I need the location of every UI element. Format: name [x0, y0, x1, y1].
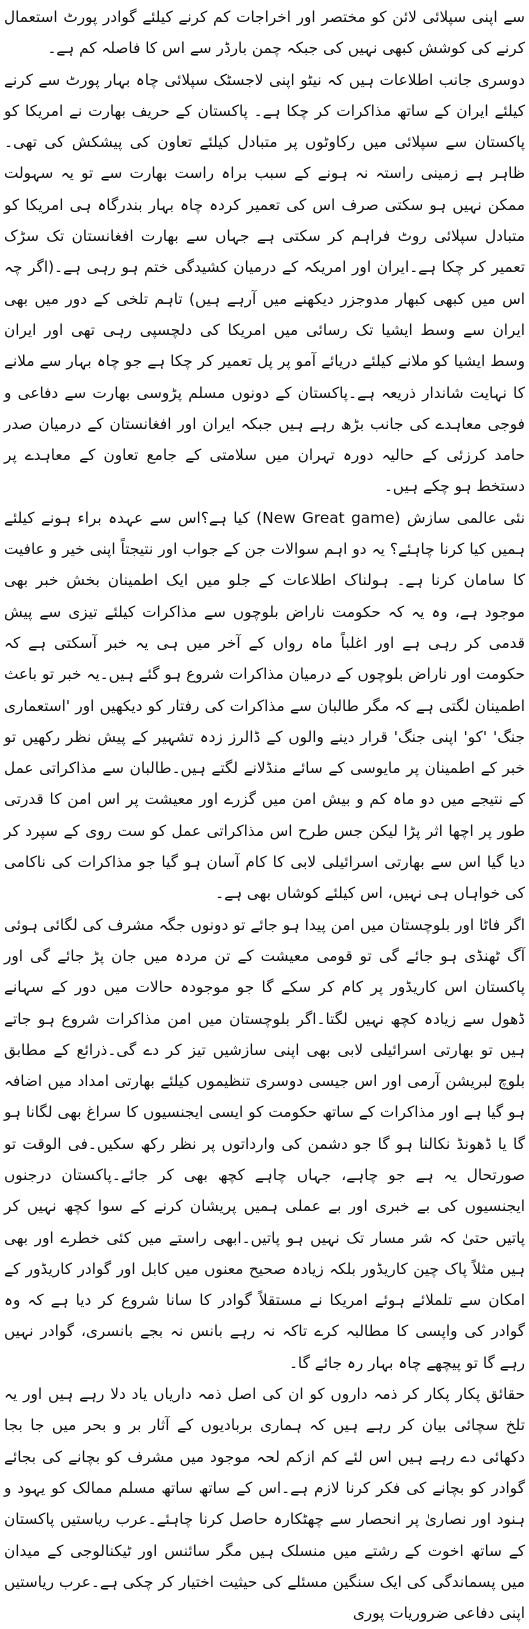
paragraph-1: سے اپنی سپلائی لائن کو مختصر اور اخراجات کم کرنے کیلئے گوادر پورٹ استعمال کرنے کی کوشش کبھی نہیں کی جبکہ چمن بارڈر سے اس کا فاصلہ کم ہے۔ [4, 8, 525, 58]
paragraph-4: اگر فاٹا اور بلوچستان میں امن پیدا ہو جائے تو دونوں جگہ مشرف کی لگائی ہوئی آگ ٹھنڈی ہو جائے گی تو قومی معیشت کے تن مردہ میں جان پڑ جائے گی اور پاکستان اس کاریڈور پر کام کر سکے گا جو موجودہ حالات میں دور کے سہانے ڈھول سے زیادہ کچھ نہیں لگتا۔اگر بلوچستان میں امن مذاکرات شروع ہو جاتے ہیں تو بھارتی اسرائیلی لابی بھی اپنی سازشیں تیز کر دے گی۔ذرائع کے مطابق بلوچ لبریشن آرمی اور اس جیسی دوسری تنظیموں کیلئے بھارتی امداد میں اضافہ ہو گیا ہے اور مذاکرات کے ساتھ حکومت کو ایسی ایجنسیوں کا سراغ بھی لگانا ہو گا یا ڈھونڈ نکالنا ہو گا جو دشمن کی وارداتوں پر نظر رکھ سکیں۔فی الوقت تو صورتحال یہ ہے جو چاہے، جہاں چاہے کچھ بھی کر جائے۔پاکستان درجنوں ایجنسیوں کی بے خبری اور بے عملی ہمیں پریشان کرنے کے سوا کچھ نہیں کر پاتیں حتیٰ کہ شر مسار تک نہیں ہو پاتیں۔ابھی راستے میں کئی خطرے اور بھی ہیں مثلاً پاک چین کاریڈور بلکہ زیادہ صحیح معنوں میں کابل اور گوادر کاریڈور کے امکان سے تلملائے ہوئے امریکا نے مستقلاً گوادر کا سانا شروع کر دیا ہے کہ وہ گوادر کی واپسی کا مطالبہ کرے تاکہ نہ رہے بانس نہ بجے بانسری، گوادر نہیں رہے گا تو پیچھے چاہ بہار رہ جائے گا۔ [4, 915, 525, 1372]
paragraph-5: حقائق پکار پکار کر ذمہ داروں کو ان کی اصل ذمہ داریاں یاد دلا رہے ہیں اور یہ تلخ سچائی بیان کر رہے ہیں کہ ہماری بربادیوں کے آثار بر و بحر میں جا بجا دکھائی دے رہے ہیں اس لئے کم ازکم لحہ موجود میں مشرف کو بچانے کی بجائے گوادر کو بچانے کی فکر کرنا لازم ہے۔اس کے ساتھ ساتھ مسلم ممالک کو یہود و ہنود اور نصاریٰ پر انحصار سے چھٹکارہ حاصل کرنا چاہئے۔عرب ریاستیں پاکستان کے ساتھ اخوت کے رشتے میں منسلک ہیں مگر سائنس اور ٹیکنالوجی کے میدان میں پسماندگی کی ایک سنگین مسئلے کی حیثیت اختیار کر چکی ہے۔عرب ریاستیں اپنی دفاعی ضروریات پوری [4, 1385, 525, 1623]
paragraph-2: دوسری جانب اطلاعات ہیں کہ نیٹو اپنی لاجسٹک سپلائی چاہ بہار پورٹ سے کرنے کیلئے ایران کے ساتھ مذاکرات کر چکا ہے۔ پاکستان کے حریف بھارت نے امریکا کو پاکستان سے سپلائی میں رکاوٹوں پر متبادل کیلئے تعاون کی پیشکش کی تھی۔ظاہر ہے زمینی راستہ نہ ہونے کے سبب براہ راست بھارت سے تو یہ سہولت ممکن نہیں ہو سکتی صرف اس کی تعمیر کردہ چاہ بہار بندرگاہ ہی امریکا کو متبادل سپلائی روٹ فراہم کر سکتی ہے جہاں سے بھارت افغانستان تک سڑک تعمیر کر چکا ہے۔ایران اور امریکہ کے درمیان کشیدگی ختم ہو رہی ہے۔(اگر چہ اس میں کبھی کبھار مدوجزر دیکھنے میں آرہے ہیں) تاہم تلخی کے دور میں بھی ایران سے وسط ایشیا تک رسائی میں امریکا کی دلچسپی رہی تھی اور ایران وسط ایشیا کو ملانے کیلئے دریائے آمو پر پل تعمیر کر چکا ہے جو چاہ بہار سے ملانے کا نہایت شاندار ذریعہ ہے۔پاکستان کے دونوں مسلم پڑوسی بھارت سے دفاعی و فوجی معاہدے کی جانب بڑھ رہے ہیں جبکہ ایران اور افغانستان کے درمیان صدر حامد کرزئی کے حالیہ دورہ تہران میں سلامتی کے جامع تعاون کے معاہدے پر دستخط ہو چکے ہیں۔ [4, 70, 525, 496]
paragraph-3: نئی عالمی سازش (New Great game) کیا ہے؟اس سے عہدہ براء ہونے کیلئے ہمیں کیا کرنا چاہئے؟ یہ دو اہم سوالات جن کے جواب اور نتیجتاً اپنی خیر و عافیت کا سامان کرنا ہے۔ ہولناک اطلاعات کے جلو میں ایک اطمینان بخش خبر بھی موجود ہے، وہ یہ کہ حکومت ناراض بلوچوں سے مذاکرات کیلئے تیزی سے پیش قدمی کر رہی ہے اور اغلباً ماہ رواں کے آخر میں ہی یہ خبر آسکتی ہے کہ حکومت اور ناراض بلوچوں کے درمیان مذاکرات شروع ہو گئے ہیں۔یہ خبر تو باعث اطمینان لگتی ہے کہ مگر طالبان سے مذاکرات کی رفتار کو دیکھیں اور 'استعماری جنگ' 'کو' اپنی جنگ' قرار دینے والوں کے ڈالرز زدہ تشہیر کے پیش نظر رکھیں تو خبر کے اطمینان پر مایوسی کے سائے منڈلانے لگتے ہیں۔طالبان سے مذاکراتی عمل کے نتیجے میں دو ماہ کم و بیش امن میں گزرے اور معیشت پر اس امن کا قدرتی طور پر اچھا اثر پڑا لیکن جس طرح اس مذاکراتی عمل کو ست روی کے سپرد کر دیا گیا اس سے بھارتی اسرائیلی لابی کا کام آسان ہو گیا جو مذاکرات کی ناکامی کی خواہاں ہی نہیں، اس کیلئے کوشاں بھی ہے۔ [4, 508, 526, 903]
